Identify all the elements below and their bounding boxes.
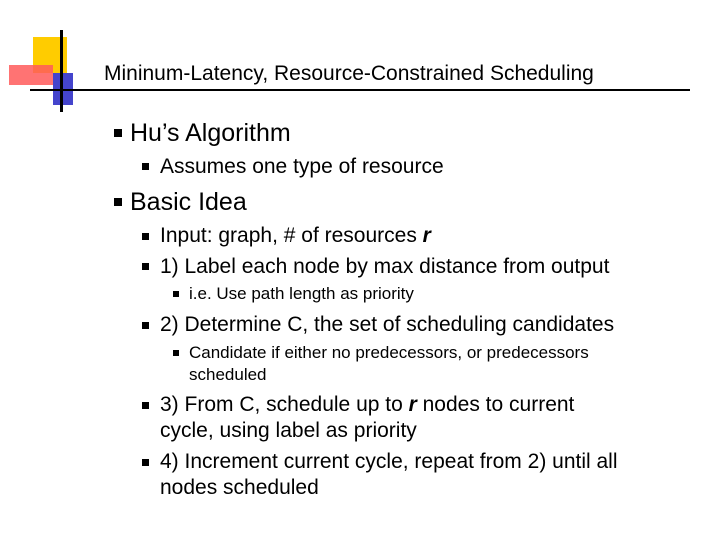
schedule-variable: r	[408, 393, 417, 416]
bullet-square-icon	[142, 233, 149, 240]
bullet-text	[160, 223, 431, 249]
bullet-text: i.e. Use path length as priority	[189, 284, 414, 303]
bullet-square-icon	[114, 198, 122, 206]
bullet-text-line2: nodes scheduled	[160, 476, 319, 499]
bullet-square-icon	[142, 263, 149, 270]
bullet-square-icon	[173, 291, 179, 297]
schedule-suffix: nodes to current	[416, 393, 575, 416]
bullet-text: Hu’s Algorithm	[130, 119, 291, 147]
bullet-square-icon	[114, 129, 122, 137]
title-underline	[30, 89, 690, 91]
bullet-square-icon	[142, 402, 149, 409]
bullet-text: Assumes one type of resource	[160, 155, 444, 178]
bullet-text-line2: cycle, using label as priority	[160, 419, 417, 442]
schedule-prefix: 3) From C, schedule up to	[160, 393, 409, 416]
decoration-vertical-line	[60, 30, 63, 112]
decoration-red-bar	[9, 65, 53, 85]
bullet-text-line1: 4) Increment current cycle, repeat from 2) until all	[160, 450, 618, 473]
bullet-square-icon	[142, 322, 149, 329]
bullet-text: 1) Label each node by max distance from output	[160, 255, 610, 278]
slide-title: Mininum-Latency, Resource-Constrained Scheduling	[104, 62, 594, 85]
bullet-text: 2) Determine C, the set of scheduling candidates	[160, 313, 615, 336]
bullet-square-icon	[173, 350, 179, 356]
bullet-text: Basic Idea	[130, 188, 247, 216]
bullet-text-line1	[160, 392, 574, 418]
bullet-text-line2: scheduled	[189, 365, 267, 384]
bullet-text-line1: Candidate if either no predecessors, or predecessors	[189, 343, 589, 362]
bullet-square-icon	[142, 459, 149, 466]
input-text: Input: graph, # of resources	[160, 224, 423, 247]
input-variable: r	[422, 224, 431, 247]
bullet-square-icon	[142, 163, 149, 170]
